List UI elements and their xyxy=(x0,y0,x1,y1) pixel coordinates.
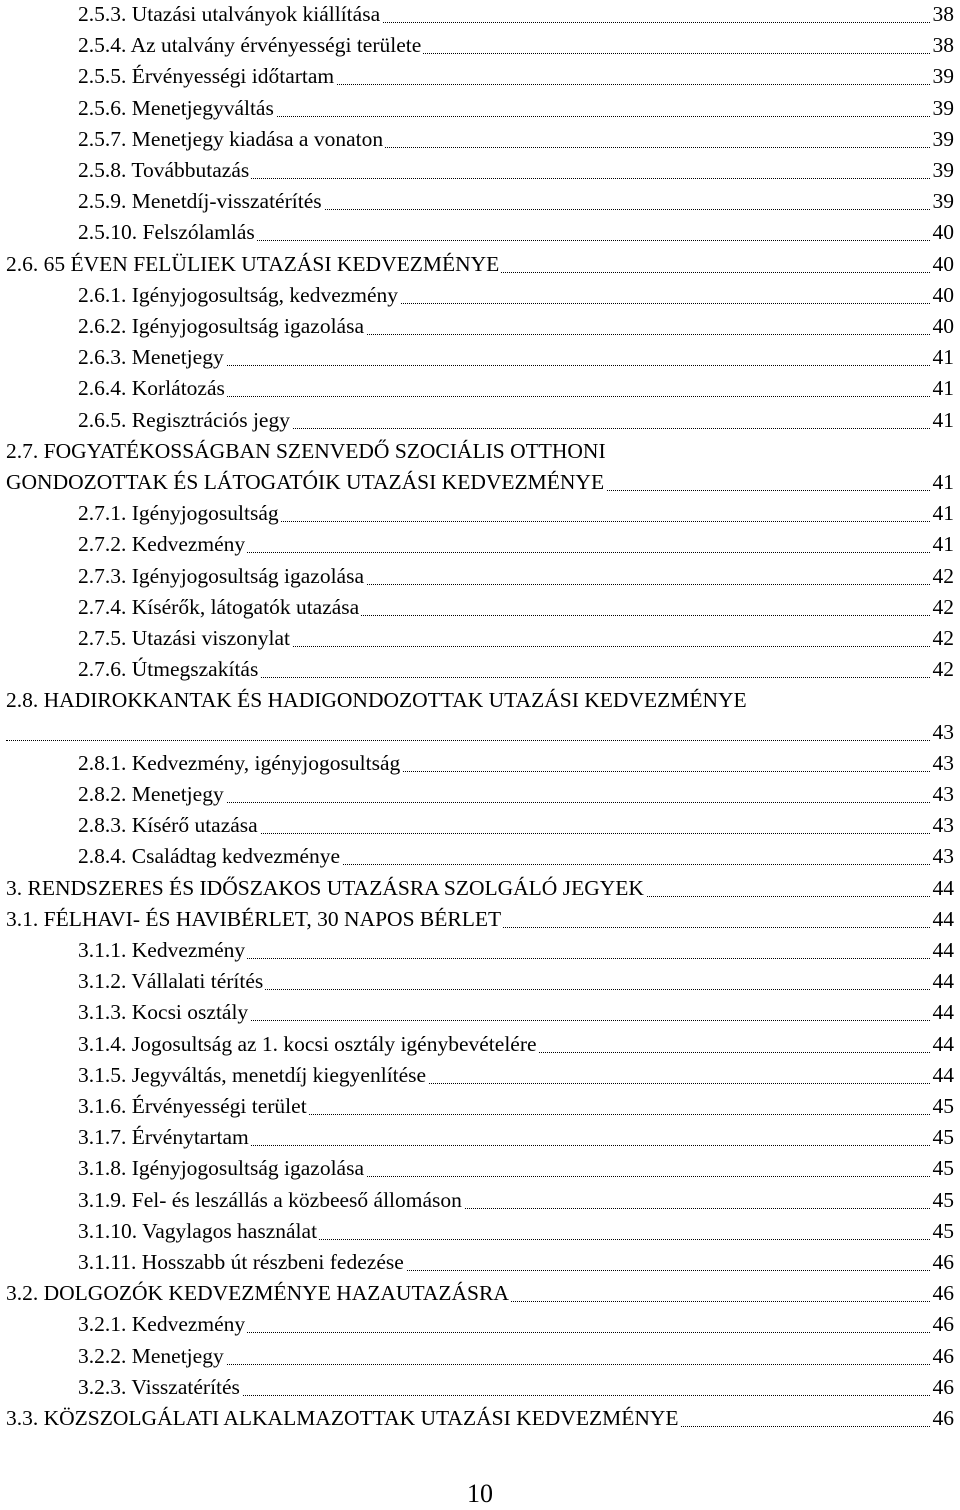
toc-entry-title: 2.6.2. Igényjogosultság igazolása xyxy=(78,311,366,342)
toc-entry[interactable] xyxy=(78,217,954,248)
toc-entry-page: 42 xyxy=(930,623,955,654)
toc-entry-title: 3.1.11. Hosszabb út részbeni fedezése xyxy=(78,1247,406,1278)
toc-entry[interactable] xyxy=(6,249,954,280)
toc-entry-title: 3.1.5. Jegyváltás, menetdíj kiegyenlítése xyxy=(78,1060,428,1091)
toc-entry-page: 43 xyxy=(930,748,955,779)
toc-entry-page: 43 xyxy=(930,717,955,748)
toc-entry-page: 42 xyxy=(930,592,955,623)
toc-entry[interactable] xyxy=(78,1122,954,1153)
toc-entry-page: 44 xyxy=(930,997,955,1028)
toc-entry-title: 2.8.1. Kedvezmény, igényjogosultság xyxy=(78,748,402,779)
toc-entry-title: 2.5.9. Menetdíj-visszatérítés xyxy=(78,186,324,217)
toc-entry[interactable] xyxy=(78,93,954,124)
toc-entry-title: 2.8.2. Menetjegy xyxy=(78,779,226,810)
toc-entry-title: 3.1.7. Érvénytartam xyxy=(78,1122,251,1153)
toc-entry-page: 38 xyxy=(930,30,955,61)
toc-entry-title: 2.5.8. Továbbutazás xyxy=(78,155,251,186)
toc-entry[interactable] xyxy=(78,935,954,966)
toc-entry[interactable] xyxy=(78,1185,954,1216)
toc-entry-title: 3.2.3. Visszatérítés xyxy=(78,1372,242,1403)
toc-entry-page: 46 xyxy=(930,1372,955,1403)
toc-entry[interactable] xyxy=(78,966,954,997)
toc-entry-title: 2.8.3. Kísérő utazása xyxy=(78,810,260,841)
toc-entry-page: 41 xyxy=(930,405,955,436)
toc-entry-page: 40 xyxy=(930,217,955,248)
toc-entry[interactable] xyxy=(78,280,954,311)
toc-entry-title: 2.5.6. Menetjegyváltás xyxy=(78,93,276,124)
toc-entry[interactable] xyxy=(78,1153,954,1184)
toc-entry-title: 2.8. HADIROKKANTAK ÉS HADIGONDOZOTTAK UTAZÁSI KEDVEZMÉNYE xyxy=(6,685,749,716)
toc-entry-title: 2.6.4. Korlátozás xyxy=(78,373,227,404)
toc-entry[interactable] xyxy=(78,373,954,404)
toc-entry[interactable] xyxy=(78,1091,954,1122)
toc-entry[interactable] xyxy=(6,436,954,467)
toc-entry-title: 2.5.7. Menetjegy kiadása a vonaton xyxy=(78,124,385,155)
toc-entry[interactable] xyxy=(78,1309,954,1340)
toc-entry-page: 39 xyxy=(930,186,955,217)
toc-entry-title: 2.5.3. Utazási utalványok kiállítása xyxy=(78,0,382,30)
toc-entry[interactable] xyxy=(78,748,954,779)
toc-entry[interactable] xyxy=(6,685,954,716)
toc-entry[interactable] xyxy=(78,561,954,592)
toc-entry-title: 2.7.3. Igényjogosultság igazolása xyxy=(78,561,366,592)
toc-entry[interactable] xyxy=(78,498,954,529)
toc-entry-page: 44 xyxy=(930,1060,955,1091)
toc-entry-page: 46 xyxy=(930,1278,955,1309)
toc-entry[interactable] xyxy=(78,61,954,92)
toc-entry-page: 44 xyxy=(930,1029,955,1060)
toc-entry[interactable] xyxy=(78,124,954,155)
toc-entry-title: 2.7.5. Utazási viszonylat xyxy=(78,623,292,654)
toc-entry[interactable] xyxy=(78,1247,954,1278)
toc-entry[interactable] xyxy=(6,717,954,748)
toc-entry-page: 41 xyxy=(930,529,955,560)
toc-entry-page: 44 xyxy=(930,873,955,904)
toc-entry-title: 3.1.9. Fel- és leszállás a közbeeső állomáson xyxy=(78,1185,464,1216)
toc-entry-page: 40 xyxy=(930,249,955,280)
toc-entry[interactable] xyxy=(6,1403,954,1434)
toc-entry-page: 45 xyxy=(930,1153,955,1184)
toc-entry-page: 44 xyxy=(930,935,955,966)
toc-entry-page: 41 xyxy=(930,373,955,404)
toc-entry-title: 3.2.2. Menetjegy xyxy=(78,1341,226,1372)
toc-entry[interactable] xyxy=(78,841,954,872)
toc-entry-title: 3.3. KÖZSZOLGÁLATI ALKALMAZOTTAK UTAZÁSI KEDVEZMÉNYE xyxy=(6,1403,681,1434)
toc-entry-page: 43 xyxy=(930,810,955,841)
toc-entry-title: 2.5.5. Érvényességi időtartam xyxy=(78,61,336,92)
toc-entry[interactable] xyxy=(78,810,954,841)
toc-entry-page: 46 xyxy=(930,1247,955,1278)
toc-entry[interactable] xyxy=(6,873,954,904)
toc-entry-page: 43 xyxy=(930,779,955,810)
toc-entry[interactable] xyxy=(78,1029,954,1060)
toc-entry-page: 39 xyxy=(930,61,955,92)
toc-entry[interactable] xyxy=(78,30,954,61)
toc-entry-page: 39 xyxy=(930,93,955,124)
toc-entry[interactable] xyxy=(78,654,954,685)
toc-entry-title: 2.6. 65 ÉVEN FELÜLIEK UTAZÁSI KEDVEZMÉNYE xyxy=(6,249,501,280)
toc-entry-page: 38 xyxy=(930,0,955,30)
toc-entry-page: 40 xyxy=(930,311,955,342)
toc-entry-title: GONDOZOTTAK ÉS LÁTOGATÓIK UTAZÁSI KEDVEZMÉNYE xyxy=(6,467,606,498)
toc-entry-title: 2.5.4. Az utalvány érvényességi területe xyxy=(78,30,423,61)
toc-entry-title: 2.6.1. Igényjogosultság, kedvezmény xyxy=(78,280,400,311)
toc-entry[interactable] xyxy=(78,342,954,373)
toc-entry-title: 3.2. DOLGOZÓK KEDVEZMÉNYE HAZAUTAZÁSRA xyxy=(6,1278,511,1309)
toc-entry-page: 46 xyxy=(930,1309,955,1340)
toc-entry-page: 39 xyxy=(930,155,955,186)
toc-entry-page: 45 xyxy=(930,1216,955,1247)
toc-entry[interactable] xyxy=(78,529,954,560)
toc-entry-title: 3. RENDSZERES ÉS IDŐSZAKOS UTAZÁSRA SZOLGÁLÓ JEGYEK xyxy=(6,873,646,904)
toc-entry[interactable] xyxy=(6,904,954,935)
toc-entry-title: 2.7.2. Kedvezmény xyxy=(78,529,247,560)
toc-entry-page: 45 xyxy=(930,1185,955,1216)
toc-entry[interactable] xyxy=(78,623,954,654)
toc-entry[interactable] xyxy=(78,311,954,342)
toc-entry[interactable] xyxy=(78,592,954,623)
toc-entry-title: 3.1.4. Jogosultság az 1. kocsi osztály igénybevételére xyxy=(78,1029,539,1060)
toc-entry[interactable] xyxy=(78,997,954,1028)
toc-entry-page: 41 xyxy=(930,342,955,373)
toc-entry[interactable] xyxy=(78,1341,954,1372)
toc-entry[interactable] xyxy=(78,1216,954,1247)
toc-entry-page: 42 xyxy=(930,561,955,592)
toc-entry[interactable] xyxy=(78,1372,954,1403)
toc-entry-page: 43 xyxy=(930,841,955,872)
toc-entry-title: 3.1.1. Kedvezmény xyxy=(78,935,247,966)
toc-entry[interactable] xyxy=(78,0,954,30)
toc-entry-title: 2.5.10. Felszólamlás xyxy=(78,217,257,248)
toc-entry-page: 45 xyxy=(930,1122,955,1153)
toc-entry-page: 45 xyxy=(930,1091,955,1122)
toc-entry-page: 41 xyxy=(930,498,955,529)
toc-entry[interactable] xyxy=(78,405,954,436)
toc-entry-title: 2.7.1. Igényjogosultság xyxy=(78,498,281,529)
toc-entry-page: 39 xyxy=(930,124,955,155)
toc-entry-title: 2.7.4. Kísérők, látogatók utazása xyxy=(78,592,361,623)
toc-entry-page: 40 xyxy=(930,280,955,311)
toc-entry[interactable] xyxy=(6,467,954,498)
toc-entry-title: 3.1.2. Vállalati térítés xyxy=(78,966,265,997)
toc-entry-title: 3.2.1. Kedvezmény xyxy=(78,1309,247,1340)
toc-entry-title: 3.1.6. Érvényességi terület xyxy=(78,1091,309,1122)
toc-entry-title: 3.1.3. Kocsi osztály xyxy=(78,997,250,1028)
toc-entry-title: 2.7. FOGYATÉKOSSÁGBAN SZENVEDŐ SZOCIÁLIS OTTHONI xyxy=(6,436,608,467)
dot-leader xyxy=(6,740,954,741)
toc-entry-title: 3.1. FÉLHAVI- ÉS HAVIBÉRLET, 30 NAPOS BÉRLET xyxy=(6,904,503,935)
toc-entry-title: 2.7.6. Útmegszakítás xyxy=(78,654,260,685)
toc-entry-page: 46 xyxy=(930,1341,955,1372)
toc-entry-title: 2.8.4. Családtag kedvezménye xyxy=(78,841,342,872)
toc-entry-title: 3.1.10. Vagylagos használat xyxy=(78,1216,319,1247)
toc-entry[interactable] xyxy=(78,1060,954,1091)
toc-entry-page: 44 xyxy=(930,966,955,997)
toc-entry[interactable] xyxy=(78,779,954,810)
toc-entry[interactable] xyxy=(6,1278,954,1309)
toc-entry-title: 2.6.5. Regisztrációs jegy xyxy=(78,405,292,436)
toc-entry-page: 46 xyxy=(930,1403,955,1434)
toc-entry-title: 3.1.8. Igényjogosultság igazolása xyxy=(78,1153,366,1184)
toc-entry[interactable] xyxy=(78,155,954,186)
toc-entry-page: 42 xyxy=(930,654,955,685)
toc-entry[interactable] xyxy=(78,186,954,217)
toc-entry-title: 2.6.3. Menetjegy xyxy=(78,342,226,373)
page-number: 10 xyxy=(467,1479,493,1508)
toc-entry-page: 41 xyxy=(930,467,955,498)
toc-entry-page: 44 xyxy=(930,904,955,935)
